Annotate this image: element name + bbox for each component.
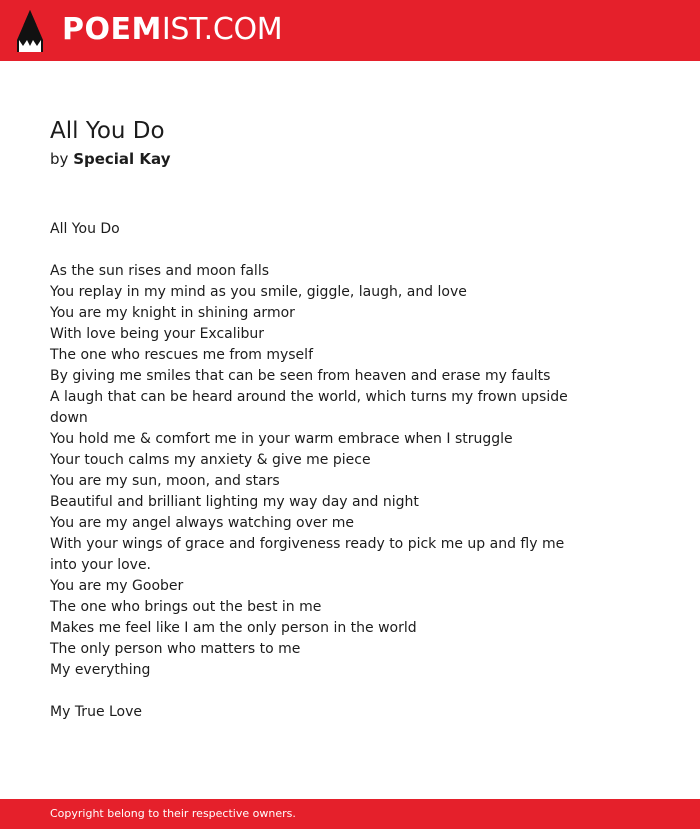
- poem-line: With your wings of grace and forgiveness ready to pick me up and fly me into your love.: [50, 536, 565, 573]
- poem-line: Beautiful and brilliant lighting my way day and night: [50, 494, 419, 510]
- poem-line: You are my Goober: [50, 578, 184, 594]
- pencil-tip-icon: [17, 10, 43, 52]
- poem-line: You hold me & comfort me in your warm embrace when I struggle: [50, 431, 513, 447]
- poem-line: Makes me feel like I am the only person in the world: [50, 620, 417, 636]
- poem-byline: [50, 148, 170, 170]
- poem-body: [50, 219, 570, 723]
- poem-line: My True Love: [50, 704, 143, 720]
- poem-line: [50, 240, 570, 261]
- poem-line: You are my sun, moon, and stars: [50, 473, 280, 489]
- poem-line: With love being your Excalibur: [50, 326, 265, 342]
- poem-line: You replay in my mind as you smile, giggle, laugh, and love: [50, 284, 467, 300]
- poem-line: All You Do: [50, 221, 120, 237]
- copyright-notice: Copyright belong to their respective owners.: [50, 807, 296, 820]
- site-logo[interactable]: [62, 12, 282, 48]
- poem-title: All You Do: [50, 118, 165, 144]
- poem-line: My everything: [50, 662, 151, 678]
- poem-line: You are my knight in shining armor: [50, 305, 295, 321]
- poem-line: By giving me smiles that can be seen from heaven and erase my faults: [50, 368, 551, 384]
- byline-label: by: [50, 150, 69, 168]
- poem-line: [50, 681, 570, 702]
- poem-line: A laugh that can be heard around the world, which turns my frown upside down: [50, 389, 568, 426]
- poem-line: The only person who matters to me: [50, 641, 301, 657]
- author-name[interactable]: Special Kay: [73, 150, 171, 168]
- poem-line: You are my angel always watching over me: [50, 515, 354, 531]
- poem-line: The one who rescues me from myself: [50, 347, 313, 363]
- site-footer: [0, 799, 700, 829]
- logo-bold-text: POEM: [62, 12, 162, 47]
- poem-line: Your touch calms my anxiety & give me piece: [50, 452, 371, 468]
- site-header: [0, 0, 700, 61]
- poem-line: The one who brings out the best in me: [50, 599, 322, 615]
- poem-line: As the sun rises and moon falls: [50, 263, 269, 279]
- logo-light-text: IST.COM: [161, 12, 283, 47]
